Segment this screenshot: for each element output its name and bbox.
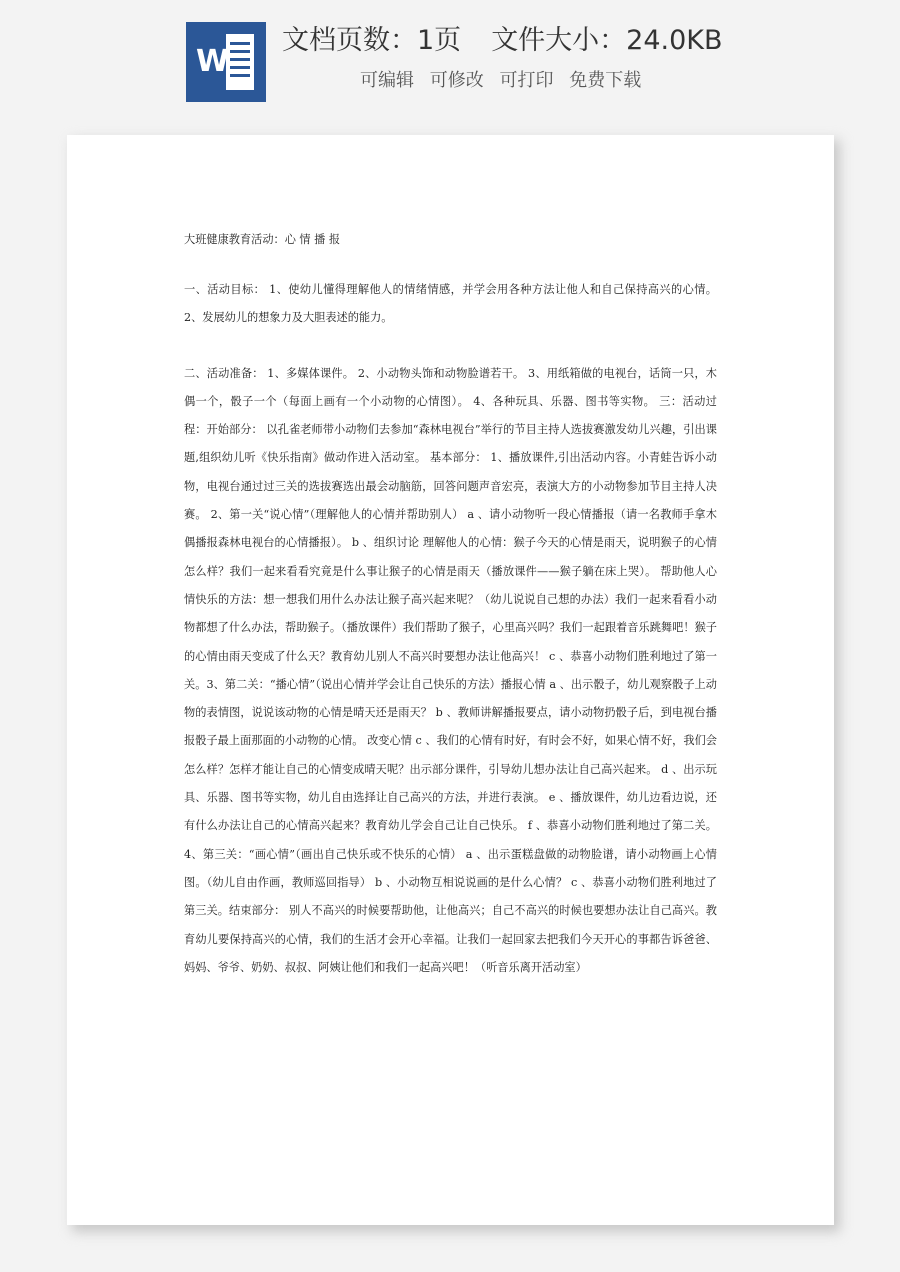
- document-body: [184, 232, 717, 982]
- paragraph-preparation-process: 二、活动准备： 1、多媒体课件。 2、小动物头饰和动物脸谱若干。 3、用纸箱做的电视台，话筒一只，木偶一个，骰子一个（每面上画有一个小动物的心情图）。 4、各种玩具、乐器、图书等实物。 三：活动过程：开始部分： 以孔雀老师带小动物们去参加“森林电视台”举行的节目主持人选拔赛激发幼儿兴趣，引出课题,组织幼儿听《快乐指南》做动作进入活动室。 基本部分： 1、播放课件,引出活动内容。小青蛙告诉小动物，电视台通过过三关的选拔赛选出最会动脑筋，回答问题声音宏亮，表演大方的小动物参加节目主持人决赛。 2、第一关“说心情”（理解他人的心情并帮助别人） a 、请小动物听一段心情播报（请一名教师手拿木偶播报森林电视台的心情播报）。 b 、组织讨论 理解他人的心情：猴子今天的心情是雨天，说明猴子的心情怎么样？我们一起来看看究竟是什么事让猴子的心情是雨天（播放课件——猴子躺在床上哭）。 帮助他人心情快乐的方法：想一想我们用什么办法让猴子高兴起来呢？（幼儿说说自己想的办法）我们一起来看看小动物都想了什么办法，帮助猴子。（播放课件）我们帮助了猴子，心里高兴吗？我们一起跟着音乐跳舞吧！猴子的心情由雨天变成了什么天？教育幼儿别人不高兴时要想办法让他高兴！ c 、恭喜小动物们胜利地过了第一关。3、第二关：“播心情”（说出心情并学会让自己快乐的方法）播报心情 a 、出示骰子，幼儿观察骰子上动物的表情图，说说该动物的心情是晴天还是雨天？ b 、教师讲解播报要点，请小动物扔骰子后，到电视台播报骰子最上面那面的小动物的心情。 改变心情 c 、我们的心情有时好，有时会不好，如果心情不好，我们会怎么样？怎样才能让自己的心情变成晴天呢？出示部分课件，引导幼儿想办法让自己高兴起来。 d 、出示玩具、乐器、图书等实物，幼儿自由选择让自己高兴的方法，并进行表演。 e 、播放课件，幼儿边看边说，还有什么办法让自己的心情高兴起来？教育幼儿学会自己让自己快乐。 f 、恭喜小动物们胜利地过了第二关。 4、第三关：“画心情”（画出自己快乐或不快乐的心情） a 、出示蛋糕盘做的动物脸谱，请小动物画上心情图。（幼儿自由作画，教师巡回指导） b 、小动物互相说说画的是什么心情？ c 、恭喜小动物们胜利地过了第三关。结束部分： 别人不高兴的时候要帮助他，让他高兴；自己不高兴的时候也要想办法让自己高兴。教育幼儿要保持高兴的心情，我们的生活才会开心幸福。让我们一起回家去把我们今天开心的事都告诉爸爸、妈妈、爷爷、奶奶、叔叔、阿姨让他们和我们一起高兴吧！（听音乐离开活动室）: [184, 366, 717, 974]
- document-page: [67, 135, 834, 1225]
- feature-list: [360, 66, 651, 92]
- page-count-text: 文档页数：1页: [282, 25, 462, 56]
- document-title: 大班健康教育活动：心 情 播 报: [184, 233, 341, 246]
- paragraph-goals: 一、活动目标： 1、使幼儿懂得理解他人的情绪情感，并学会用各种方法让他人和自己保持高兴的心情。 2、发展幼儿的想象力及大胆表述的能力。: [184, 283, 717, 325]
- feature-printable: 可打印: [499, 70, 554, 91]
- word-icon-letter: W: [196, 44, 230, 79]
- word-document-icon: [186, 22, 266, 102]
- feature-modifiable: 可修改: [429, 70, 484, 91]
- download-header: [0, 0, 900, 120]
- file-info-title: [282, 18, 723, 57]
- feature-editable: 可编辑: [360, 70, 414, 91]
- file-size-text: 文件大小：24.0KB: [491, 25, 723, 56]
- feature-free-download: 免费下载: [569, 70, 642, 91]
